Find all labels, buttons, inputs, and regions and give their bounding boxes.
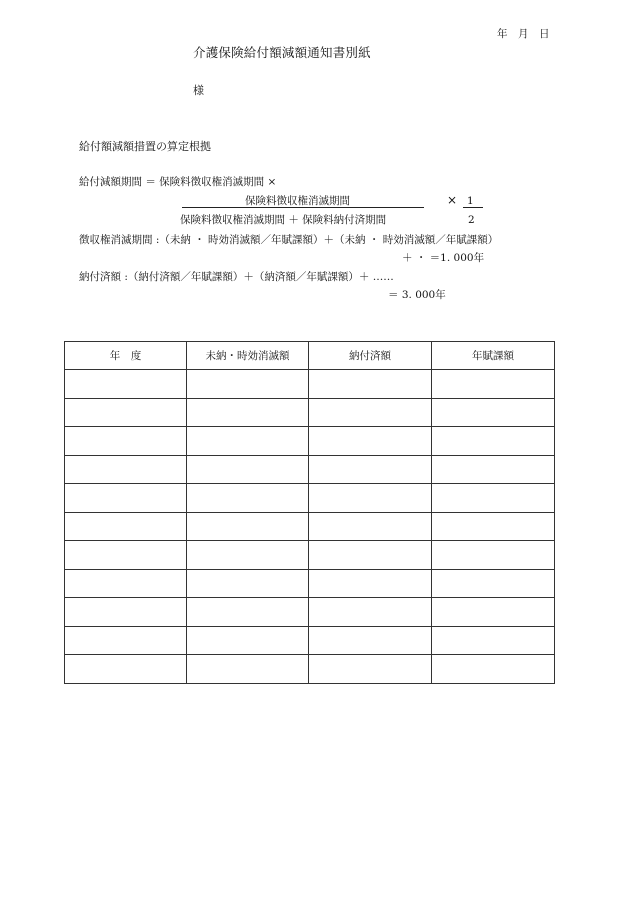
table-cell <box>187 512 309 541</box>
table-cell <box>65 569 187 598</box>
table-cell <box>187 427 309 456</box>
table-cell <box>187 370 309 399</box>
table-row <box>65 370 555 399</box>
formula-line-7: ＝ 3. 000年 <box>388 289 446 301</box>
table-cell <box>65 598 187 627</box>
table-cell <box>309 455 432 484</box>
table-row <box>65 626 555 655</box>
table-cell <box>309 569 432 598</box>
table-cell <box>65 626 187 655</box>
table-cell <box>187 484 309 513</box>
table-cell <box>65 370 187 399</box>
multiplier-denominator: 2 <box>468 214 475 226</box>
formula-line-1: 給付減額期間 ＝ 保険料徴収権消滅期間 × <box>79 176 277 188</box>
table-cell <box>432 398 555 427</box>
multiplier-bar <box>463 207 483 208</box>
table-cell <box>309 427 432 456</box>
table-row <box>65 655 555 684</box>
table-cell <box>432 370 555 399</box>
table-cell <box>432 655 555 684</box>
table-cell <box>65 655 187 684</box>
formula-line-6: 納付済額 :（納付済額／年賦課額）＋（納済額／年賦課額）＋ …… <box>79 271 394 283</box>
table-cell <box>65 427 187 456</box>
multiplier-numerator: 1 <box>467 195 474 207</box>
fraction-numerator: 保険料徴収権消滅期間 <box>245 195 350 207</box>
formula-line-4: 徴収権消滅期間 :（未納 ・ 時効消滅額／年賦課額）＋（未納 ・ 時効消滅額／年賦課額） <box>79 234 499 246</box>
fraction-denominator: 保険料徴収権消滅期間 ＋ 保険料納付済期間 <box>180 214 387 226</box>
table-cell <box>309 398 432 427</box>
table-cell <box>309 626 432 655</box>
table-cell <box>65 541 187 570</box>
formula-line-5: ＋ ・ ＝1. 000年 <box>402 252 485 264</box>
document-title: 介護保険給付額減額通知書別紙 <box>193 45 371 60</box>
table-cell <box>309 541 432 570</box>
table-cell <box>187 541 309 570</box>
table-cell <box>309 484 432 513</box>
table-cell <box>432 626 555 655</box>
table-row <box>65 541 555 570</box>
table-row <box>65 398 555 427</box>
table-cell <box>432 427 555 456</box>
table-cell <box>187 398 309 427</box>
fraction-bar <box>182 207 424 208</box>
table-row <box>65 512 555 541</box>
calculation-table <box>64 341 555 684</box>
column-header-year: 年 度 <box>65 342 187 370</box>
table-cell <box>187 455 309 484</box>
table-cell <box>432 512 555 541</box>
table-cell <box>432 598 555 627</box>
column-header-annual-levy: 年賦課額 <box>432 342 555 370</box>
table-row <box>65 484 555 513</box>
table-header-row <box>65 342 555 370</box>
table-cell <box>65 512 187 541</box>
table-row <box>65 455 555 484</box>
table-cell <box>309 598 432 627</box>
table-cell <box>309 512 432 541</box>
table-cell <box>432 484 555 513</box>
multiply-sign: × <box>447 193 458 207</box>
column-header-unpaid: 未納・時効消滅額 <box>187 342 309 370</box>
table-cell <box>187 569 309 598</box>
table-row <box>65 598 555 627</box>
table-cell <box>309 655 432 684</box>
date-field: 年 月 日 <box>497 28 550 40</box>
table-cell <box>432 569 555 598</box>
table-cell <box>187 655 309 684</box>
table-cell <box>65 455 187 484</box>
table-cell <box>432 541 555 570</box>
table-cell <box>65 484 187 513</box>
table-cell <box>187 598 309 627</box>
table-row <box>65 427 555 456</box>
column-header-paid: 納付済額 <box>309 342 432 370</box>
calculation-heading: 給付額減額措置の算定根拠 <box>79 140 211 153</box>
table-row <box>65 569 555 598</box>
table-cell <box>309 370 432 399</box>
table-cell <box>187 626 309 655</box>
table-cell <box>432 455 555 484</box>
table-cell <box>65 398 187 427</box>
addressee-suffix: 様 <box>193 84 204 97</box>
